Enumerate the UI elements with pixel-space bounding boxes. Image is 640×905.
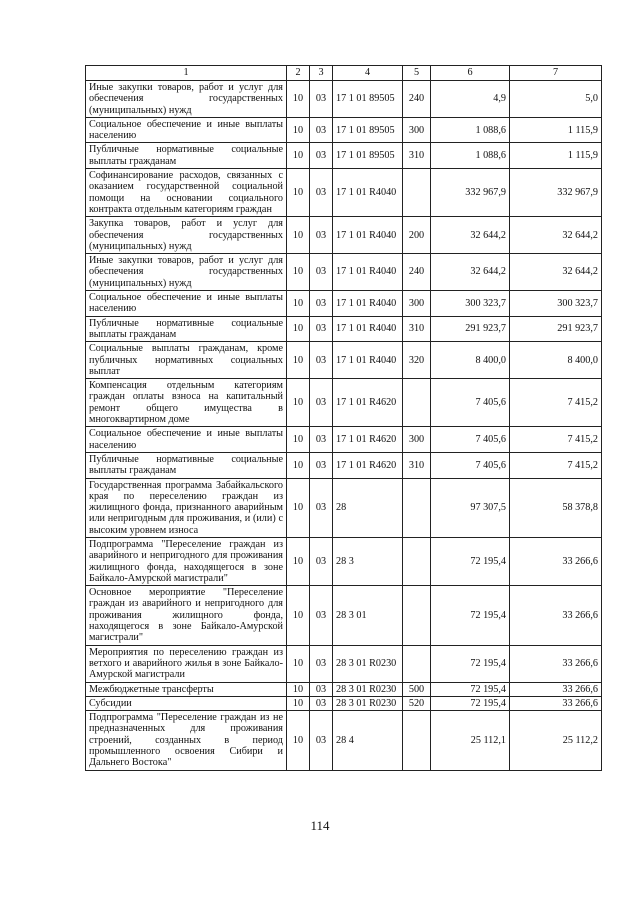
row-name-cell: Социальное обеспечение и иные выплаты населению xyxy=(86,291,287,317)
row-target-article-cell: 28 3 01 xyxy=(333,586,403,645)
row-amount-year2-cell: 32 644,2 xyxy=(510,217,602,254)
row-name-cell: Софинансирование расходов, связанных с оказанием государственной социальной помощи на основании социального контракта отдельным категориям граждан xyxy=(86,169,287,217)
row-subsection-cell: 03 xyxy=(310,427,333,453)
table-row xyxy=(86,316,602,342)
row-amount-year1-cell: 97 307,5 xyxy=(431,478,510,537)
row-name-cell: Иные закупки товаров, работ и услуг для обеспечения государственных (муниципальных) нужд xyxy=(86,81,287,118)
row-name-cell: Закупка товаров, работ и услуг для обеспечения государственных (муниципальных) нужд xyxy=(86,217,287,254)
row-expense-type-cell: 310 xyxy=(403,143,431,169)
row-name-cell: Основное мероприятие "Переселение граждан из аварийного и непригодного для проживания жилищного фонда, находящегося в зоне Байкало-Амурской магистрали" xyxy=(86,586,287,645)
row-section-cell: 10 xyxy=(287,342,310,379)
table-row xyxy=(86,682,602,696)
row-expense-type-cell: 310 xyxy=(403,316,431,342)
row-amount-year2-cell: 7 415,2 xyxy=(510,452,602,478)
row-subsection-cell: 03 xyxy=(310,537,333,585)
row-name-cell: Публичные нормативные социальные выплаты гражданам xyxy=(86,316,287,342)
row-target-article-cell: 17 1 01 R4040 xyxy=(333,291,403,317)
row-amount-year1-cell: 1 088,6 xyxy=(431,117,510,143)
row-expense-type-cell: 500 xyxy=(403,682,431,696)
table-row xyxy=(86,342,602,379)
row-section-cell: 10 xyxy=(287,586,310,645)
table-row xyxy=(86,586,602,645)
row-amount-year2-cell: 32 644,2 xyxy=(510,254,602,291)
row-subsection-cell: 03 xyxy=(310,316,333,342)
row-target-article-cell: 17 1 01 R4620 xyxy=(333,427,403,453)
row-amount-year1-cell: 72 195,4 xyxy=(431,682,510,696)
row-amount-year1-cell: 32 644,2 xyxy=(431,254,510,291)
table-row xyxy=(86,81,602,118)
row-name-cell: Подпрограмма "Переселение граждан из аварийного и непригодного для проживания жилищного фонда, находящегося в зоне Байкало-Амурской магистрали" xyxy=(86,537,287,585)
row-amount-year1-cell: 332 967,9 xyxy=(431,169,510,217)
row-amount-year1-cell: 25 112,1 xyxy=(431,711,510,770)
row-section-cell: 10 xyxy=(287,478,310,537)
row-section-cell: 10 xyxy=(287,696,310,710)
table-body xyxy=(86,66,602,771)
row-name-cell: Социальное обеспечение и иные выплаты населению xyxy=(86,427,287,453)
row-section-cell: 10 xyxy=(287,143,310,169)
table-row xyxy=(86,711,602,770)
row-expense-type-cell xyxy=(403,711,431,770)
row-amount-year2-cell: 33 266,6 xyxy=(510,645,602,682)
row-section-cell: 10 xyxy=(287,711,310,770)
row-subsection-cell: 03 xyxy=(310,117,333,143)
table-row xyxy=(86,427,602,453)
row-amount-year2-cell: 300 323,7 xyxy=(510,291,602,317)
row-name-cell: Подпрограмма "Переселение граждан из не предназначенных для проживания строений, созданных в период промышленного освоения Сибири и Дальнего Востока" xyxy=(86,711,287,770)
header-cell: 6 xyxy=(431,66,510,81)
row-target-article-cell: 28 3 01 R0230 xyxy=(333,682,403,696)
row-target-article-cell: 17 1 01 R4040 xyxy=(333,316,403,342)
row-amount-year2-cell: 8 400,0 xyxy=(510,342,602,379)
row-amount-year2-cell: 332 967,9 xyxy=(510,169,602,217)
row-expense-type-cell xyxy=(403,478,431,537)
row-amount-year1-cell: 7 405,6 xyxy=(431,452,510,478)
row-amount-year1-cell: 72 195,4 xyxy=(431,696,510,710)
row-subsection-cell: 03 xyxy=(310,711,333,770)
row-amount-year2-cell: 7 415,2 xyxy=(510,379,602,427)
row-expense-type-cell: 300 xyxy=(403,291,431,317)
row-name-cell: Публичные нормативные социальные выплаты гражданам xyxy=(86,143,287,169)
row-subsection-cell: 03 xyxy=(310,586,333,645)
table-row xyxy=(86,291,602,317)
row-target-article-cell: 28 4 xyxy=(333,711,403,770)
row-subsection-cell: 03 xyxy=(310,342,333,379)
row-subsection-cell: 03 xyxy=(310,696,333,710)
row-target-article-cell: 28 xyxy=(333,478,403,537)
row-amount-year1-cell: 32 644,2 xyxy=(431,217,510,254)
row-subsection-cell: 03 xyxy=(310,682,333,696)
header-cell: 7 xyxy=(510,66,602,81)
table-row xyxy=(86,696,602,710)
header-cell: 2 xyxy=(287,66,310,81)
row-section-cell: 10 xyxy=(287,645,310,682)
row-name-cell: Публичные нормативные социальные выплаты гражданам xyxy=(86,452,287,478)
budget-table xyxy=(85,65,602,771)
row-section-cell: 10 xyxy=(287,254,310,291)
table-row xyxy=(86,379,602,427)
row-target-article-cell: 17 1 01 89505 xyxy=(333,81,403,118)
row-amount-year1-cell: 72 195,4 xyxy=(431,586,510,645)
row-expense-type-cell: 300 xyxy=(403,117,431,143)
header-cell: 4 xyxy=(333,66,403,81)
row-section-cell: 10 xyxy=(287,117,310,143)
row-subsection-cell: 03 xyxy=(310,143,333,169)
table-row xyxy=(86,254,602,291)
row-expense-type-cell: 200 xyxy=(403,217,431,254)
header-cell: 5 xyxy=(403,66,431,81)
row-expense-type-cell xyxy=(403,537,431,585)
row-amount-year2-cell: 33 266,6 xyxy=(510,537,602,585)
row-amount-year1-cell: 1 088,6 xyxy=(431,143,510,169)
row-subsection-cell: 03 xyxy=(310,452,333,478)
table-row xyxy=(86,478,602,537)
row-amount-year1-cell: 7 405,6 xyxy=(431,379,510,427)
row-amount-year1-cell: 300 323,7 xyxy=(431,291,510,317)
row-target-article-cell: 28 3 01 R0230 xyxy=(333,696,403,710)
row-expense-type-cell: 300 xyxy=(403,427,431,453)
row-subsection-cell: 03 xyxy=(310,291,333,317)
row-name-cell: Мероприятия по переселению граждан из ветхого и аварийного жилья в зоне Байкало-Амурской магистрали xyxy=(86,645,287,682)
row-expense-type-cell: 520 xyxy=(403,696,431,710)
row-name-cell: Иные закупки товаров, работ и услуг для обеспечения государственных (муниципальных) нужд xyxy=(86,254,287,291)
row-amount-year2-cell: 291 923,7 xyxy=(510,316,602,342)
table-row xyxy=(86,117,602,143)
header-cell: 3 xyxy=(310,66,333,81)
row-expense-type-cell: 320 xyxy=(403,342,431,379)
row-target-article-cell: 17 1 01 R4040 xyxy=(333,169,403,217)
row-name-cell: Социальные выплаты гражданам, кроме публичных нормативных социальных выплат xyxy=(86,342,287,379)
row-subsection-cell: 03 xyxy=(310,254,333,291)
row-target-article-cell: 17 1 01 R4620 xyxy=(333,379,403,427)
page-number: 114 xyxy=(310,818,330,833)
row-amount-year2-cell: 25 112,2 xyxy=(510,711,602,770)
row-target-article-cell: 17 1 01 R4040 xyxy=(333,342,403,379)
row-amount-year1-cell: 4,9 xyxy=(431,81,510,118)
row-name-cell: Межбюджетные трансферты xyxy=(86,682,287,696)
row-section-cell: 10 xyxy=(287,452,310,478)
row-amount-year1-cell: 291 923,7 xyxy=(431,316,510,342)
row-subsection-cell: 03 xyxy=(310,379,333,427)
row-expense-type-cell xyxy=(403,586,431,645)
row-target-article-cell: 17 1 01 89505 xyxy=(333,117,403,143)
row-amount-year2-cell: 7 415,2 xyxy=(510,427,602,453)
row-name-cell: Компенсация отдельным категориям граждан оплаты взноса на капитальный ремонт общего имущества в многоквартирном доме xyxy=(86,379,287,427)
row-expense-type-cell: 310 xyxy=(403,452,431,478)
row-expense-type-cell xyxy=(403,169,431,217)
row-subsection-cell: 03 xyxy=(310,645,333,682)
header-cell: 1 xyxy=(86,66,287,81)
row-expense-type-cell: 240 xyxy=(403,81,431,118)
row-amount-year1-cell: 7 405,6 xyxy=(431,427,510,453)
row-section-cell: 10 xyxy=(287,291,310,317)
row-section-cell: 10 xyxy=(287,537,310,585)
row-amount-year2-cell: 33 266,6 xyxy=(510,682,602,696)
row-name-cell: Социальное обеспечение и иные выплаты населению xyxy=(86,117,287,143)
row-target-article-cell: 17 1 01 89505 xyxy=(333,143,403,169)
row-subsection-cell: 03 xyxy=(310,169,333,217)
row-amount-year2-cell: 33 266,6 xyxy=(510,586,602,645)
row-amount-year2-cell: 1 115,9 xyxy=(510,143,602,169)
row-amount-year2-cell: 33 266,6 xyxy=(510,696,602,710)
table-row xyxy=(86,537,602,585)
row-section-cell: 10 xyxy=(287,379,310,427)
row-subsection-cell: 03 xyxy=(310,217,333,254)
row-section-cell: 10 xyxy=(287,81,310,118)
row-section-cell: 10 xyxy=(287,682,310,696)
table-row xyxy=(86,217,602,254)
row-expense-type-cell xyxy=(403,379,431,427)
row-amount-year2-cell: 58 378,8 xyxy=(510,478,602,537)
row-expense-type-cell: 240 xyxy=(403,254,431,291)
row-target-article-cell: 17 1 01 R4040 xyxy=(333,217,403,254)
row-amount-year1-cell: 72 195,4 xyxy=(431,537,510,585)
row-amount-year1-cell: 8 400,0 xyxy=(431,342,510,379)
row-name-cell: Субсидии xyxy=(86,696,287,710)
row-target-article-cell: 28 3 xyxy=(333,537,403,585)
row-subsection-cell: 03 xyxy=(310,81,333,118)
row-subsection-cell: 03 xyxy=(310,478,333,537)
row-amount-year1-cell: 72 195,4 xyxy=(431,645,510,682)
row-amount-year2-cell: 1 115,9 xyxy=(510,117,602,143)
table-row xyxy=(86,645,602,682)
row-section-cell: 10 xyxy=(287,316,310,342)
table-row xyxy=(86,452,602,478)
row-section-cell: 10 xyxy=(287,217,310,254)
row-expense-type-cell xyxy=(403,645,431,682)
table-row xyxy=(86,169,602,217)
row-target-article-cell: 28 3 01 R0230 xyxy=(333,645,403,682)
table-row xyxy=(86,143,602,169)
table-header-row xyxy=(86,66,602,81)
row-section-cell: 10 xyxy=(287,169,310,217)
row-name-cell: Государственная программа Забайкальского края по переселению граждан из жилищного фонда, признанного аварийным или непригодным для проживания, и (или) с высоким уровнем износа xyxy=(86,478,287,537)
row-target-article-cell: 17 1 01 R4620 xyxy=(333,452,403,478)
row-amount-year2-cell: 5,0 xyxy=(510,81,602,118)
row-section-cell: 10 xyxy=(287,427,310,453)
row-target-article-cell: 17 1 01 R4040 xyxy=(333,254,403,291)
